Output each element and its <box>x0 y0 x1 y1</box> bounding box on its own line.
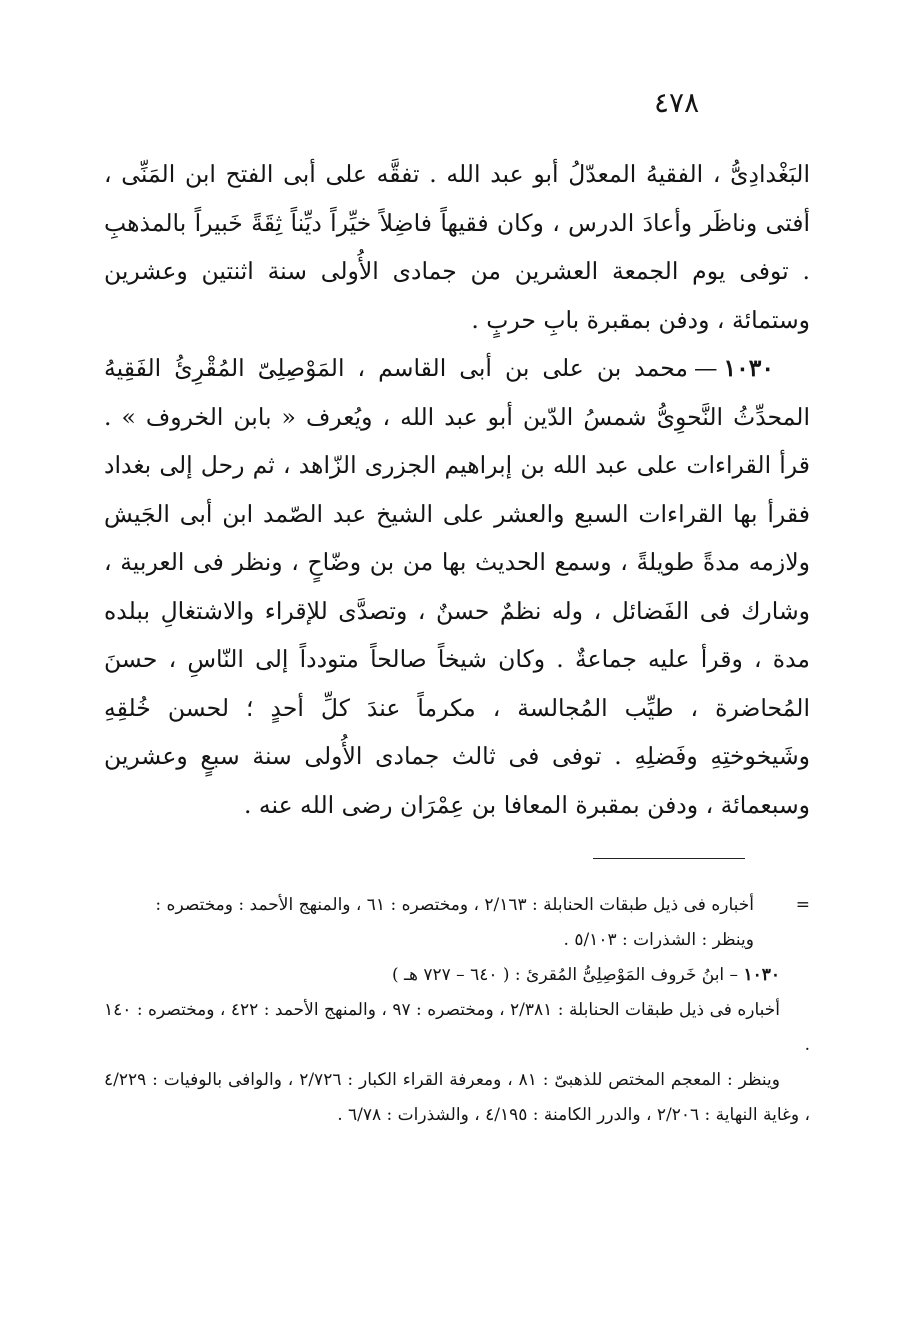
entry-dash: — <box>694 354 718 382</box>
footnote-see-also-entry: وينظر : المعجم المختص للذهبىّ : ٨١ ، ومعرفة القراء الكبار : ٢/٧٢٦ ، والوافى بالوفيات : ٤/٢٢٩ ، وغاية النهاية : ٢/٢٠٦ ، والدرر الكامنة : ٤/١٩٥ ، والشذرات : ٦/٧٨ . <box>104 1070 810 1125</box>
footnote-continued <box>104 888 810 923</box>
footnote-entry-number: ١٠٣٠ <box>743 965 780 985</box>
footnote-see-also: وينظر : الشذرات : ٥/١٠٣ . <box>563 930 754 950</box>
paragraph-continuation: البَغْدادِىُّ ، الفقيهُ المعدّلُ أبو عبد الله . تفقَّه على أبى الفتح ابن المَنِّى ، أفتى وناظَر وأعادَ الدرس ، وكان فقيهاً فاضِلاً خيِّراً ديِّناً ثِقَةً خَبيراً بالمذهبِ . توفى يوم الجمعة العشرين من جمادى الأُولى سنة اثنتين وعشرين وستمائة ، ودفن بمقبرة بابِ حربٍ . <box>104 160 810 334</box>
footnote-entry-title: – ابنُ خَروف المَوْصِلِىُّ المُقرئ : ( ٦٤٠ – ٧٢٧ هـ ) <box>391 965 739 985</box>
footnote-entry-heading <box>104 958 810 993</box>
main-text <box>104 150 810 829</box>
footnote-separator <box>593 858 745 859</box>
footnotes <box>104 888 810 1133</box>
continuation-mark: = <box>795 895 810 915</box>
biography-entry <box>104 344 810 829</box>
footnote-sources-entry: أخباره فى ذيل طبقات الحنابلة : ٢/٣٨١ ، ومختصره : ٩٧ ، والمنهج الأحمد : ٤٢٢ ، ومختصره : ١٤٠ . <box>104 1000 810 1055</box>
entry-text: محمد بن على بن أبى القاسم ، المَوْصِلِىّ المُقْرِئُ الفَقِيهُ المحدِّثُ النَّحوِىُّ شمسُ الدّين أبو عبد الله ، ويُعرف « بابن الخروف » . قرأ القراءات على عبد الله بن إبراهيم الجزرى الزّاهد ، ثم رحل إلى بغداد فقرأ بها القراءات السبع والعشر على الشيخ عبد الصّمد ابن أبى الجَيش ولازمه مدةً طويلةً ، وسمع الحديث بها من بن وضّاحٍ ، ونظر فى العربية ، وشارك فى الفَضائل ، وله نظمٌ حسنٌ ، وتصدَّى للإقراء والاشتغالِ ببلده مدة ، وقرأ عليه جماعةٌ . وكان شيخاً صالحاً متودداً إلى النّاسِ ، حسنَ المُحاضرة ، طيِّب المُجالسة ، مكرماً عندَ كلِّ أحدٍ ؛ لحسن خُلقِهِ وشَيخوختِهِ وفَضلِهِ . توفى فى ثالث جمادى الأُولى سنة سبعٍ وعشرين وسبعمائة ، ودفن بمقبرة المعافا بن عِمْرَان رضى الله عنه . <box>104 354 810 819</box>
page-number: ٤٧٨ <box>654 86 700 119</box>
entry-number: ١٠٣٠ <box>723 354 774 382</box>
footnote-sources: أخباره فى ذيل طبقات الحنابلة : ٢/١٦٣ ، ومختصره : ٦١ ، والمنهج الأحمد : ومختصره : <box>155 895 754 915</box>
